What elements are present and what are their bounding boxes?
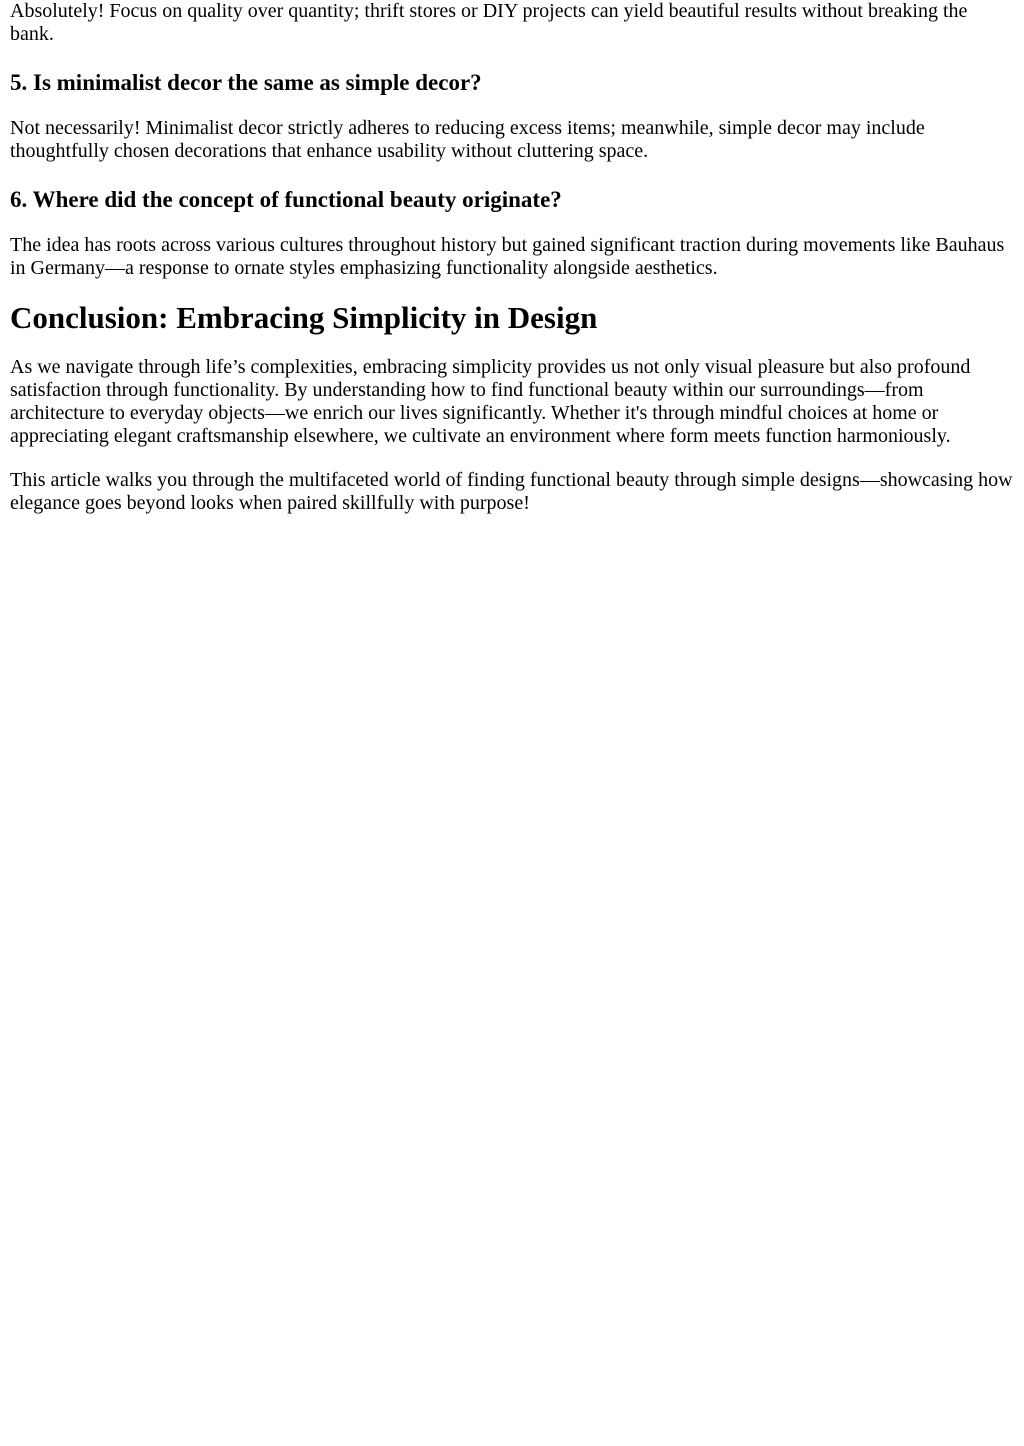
conclusion-paragraph-2: This article walks you through the multifaceted world of finding functional beauty through simple designs—showcasing how elegance goes beyond looks when paired skillfully with purpose! <box>10 469 1013 514</box>
faq-answer-5: Not necessarily! Minimalist decor strictly adheres to reducing excess items; meanwhile, simple decor may include thoughtfully chosen decorations that enhance usability without cluttering space. <box>10 117 925 162</box>
faq-question-5: 5. Is minimalist decor the same as simple decor? <box>10 70 482 95</box>
article-content <box>0 0 1024 515</box>
faq-answer-4: Absolutely! Focus on quality over quantity; thrift stores or DIY projects can yield beautiful results without breaking the bank. <box>10 0 968 45</box>
faq-question-6: 6. Where did the concept of functional beauty originate? <box>10 187 562 212</box>
conclusion-paragraph-1: As we navigate through life’s complexities, embracing simplicity provides us not only visual pleasure but also profound satisfaction through functionality. By understanding how to find functional beauty within our surroundings—from architecture to everyday objects—we enrich our lives significantly. Whether it's through mindful choices at home or appreciating elegant craftsmanship elsewhere, we cultivate an environment where form meets function harmoniously. <box>10 356 971 447</box>
faq-answer-6: The idea has roots across various cultures throughout history but gained significant traction during movements like Bauhaus in Germany—a response to ornate styles emphasizing functionality alongside aesthetics. <box>10 234 1005 279</box>
conclusion-heading: Conclusion: Embracing Simplicity in Design <box>10 300 598 335</box>
